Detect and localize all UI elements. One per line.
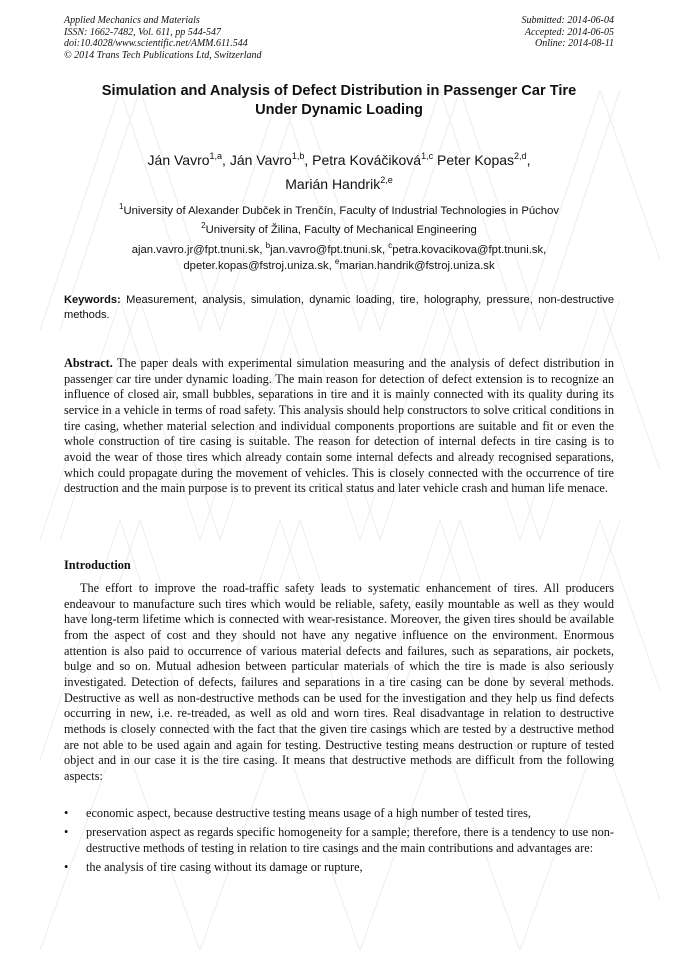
affiliation-1 (64, 203, 614, 219)
email-c[interactable]: petra.kovacikova@fpt.tnuni.sk, (392, 244, 547, 256)
author-sup: 2,d (514, 151, 527, 161)
abstract-section (64, 356, 614, 497)
aspects-list (64, 806, 614, 879)
journal-doi[interactable]: doi:10.4028/www.scientific.net/AMM.611.544 (64, 38, 248, 49)
author-name: Peter Kopas (436, 152, 515, 168)
author-line-1 (64, 148, 614, 172)
list-item (64, 825, 614, 856)
email-sup: e (334, 257, 340, 266)
author-sup: 1,c (421, 151, 434, 161)
list-item (64, 860, 614, 876)
email-a[interactable]: ajan.vavro.jr@fpt.tnuni.sk, (131, 244, 266, 256)
bullet-icon: • (64, 806, 69, 820)
date-online: Online: 2014-08-11 (535, 38, 614, 49)
keywords-label: Keywords: (64, 294, 121, 306)
affiliation-text: University of Žilina, Faculty of Mechanical Engineering (205, 224, 477, 236)
author-sup: 1,a (209, 151, 223, 161)
email-e[interactable]: marian.handrik@fstroj.uniza.sk (339, 260, 495, 272)
email-line-1 (64, 242, 614, 258)
journal-info (64, 15, 262, 61)
author-list (64, 148, 614, 196)
author-name: Ján Vavro (147, 152, 210, 168)
journal-issn: ISSN: 1662-7482, Vol. 611, pp 544-547 (64, 26, 222, 38)
author-name: Petra Kováčiková (312, 152, 422, 168)
author-separator: , (222, 152, 230, 168)
abstract-text: The paper deals with experimental simulation measuring and the analysis of defect distribution in passenger car tire under dynamic loading. The main reason for detection of defect extension is to recognize an influence of closed air, small bubbles, separations in tire and it is mainly connected with its quality during its service in a vehicle in terms of road safety. This analysis should help constructors to solve critical conditions in tire casing, whether material selection and individual components proportions are suitable and fit or even the whole construction of tire casing is suitable. The reason for detection of internal defects in tire casing is to avoid the wear of those tires which already contain some internal defects and already recognised separations, which could propagate during the movement of vehicles. This is closely connected with the occurrence of tire destruction and the main purpose is to prevent its critical status and later vehicle crash and human life menace. (64, 356, 614, 496)
email-d[interactable]: dpeter.kopas@fstroj.uniza.sk, (183, 260, 335, 272)
affiliation-2 (64, 222, 614, 238)
author-name: Ján Vavro (229, 152, 292, 168)
affiliation-text: University of Alexander Dubček in Trenčín, Faculty of Industrial Technologies in Púchov (123, 205, 560, 217)
author-separator: , (526, 152, 531, 168)
email-sup: c (388, 241, 393, 250)
list-item (64, 806, 614, 822)
author-emails (64, 242, 614, 274)
author-separator: , (304, 152, 313, 168)
date-submitted: Submitted: 2014-06-04 (521, 15, 614, 26)
list-item-text: preservation aspect as regards specific homogeneity for a sample; therefore, there is a tendency to use non-destructive methods of testing in relation to tire casings and the main contributions and advantages are: (86, 825, 614, 855)
affiliation-sup: 1 (118, 202, 124, 211)
keywords-section (64, 293, 614, 323)
list-item-text: economic aspect, because destructive testing means usage of a high number of tested tires, (86, 806, 531, 820)
bullet-icon: • (64, 825, 69, 840)
abstract-label: Abstract. (64, 356, 113, 370)
date-accepted: Accepted: 2014-06-05 (524, 26, 614, 38)
journal-copyright: © 2014 Trans Tech Publications Ltd, Switzerland (64, 49, 262, 61)
introduction-heading: Introduction (64, 558, 131, 572)
email-line-2 (64, 258, 614, 274)
paper-title (64, 82, 614, 120)
affiliation-sup: 2 (201, 221, 206, 230)
email-sup: b (265, 241, 271, 250)
author-name: Marián Handrik (285, 176, 381, 192)
title-line-2: Under Dynamic Loading (255, 102, 423, 118)
bullet-icon: • (64, 859, 69, 874)
list-item-text: the analysis of tire casing without its damage or rupture, (86, 859, 363, 874)
author-line-2 (64, 172, 614, 196)
title-line-1: Simulation and Analysis of Defect Distribution in Passenger Car Tire (101, 83, 577, 99)
introduction-paragraph: The effort to improve the road-traffic safety leads to systematic enhancement of tires. All producers endeavour to manufacture such tires which would be reliable, safety, easily mountable as well as they would have long-term lifetime which is connected with wear-resistance. Moreover, the given tires should be available from the aspect of cost and they should not have any negative influence on the environment. Enormous attention is also paid to occurrence of various material defects and failures, such as separations, air pockets, bulge and so on. Mutual adhesion between particular materials of which the tire is made is also seriously investigated. Detection of defects, failures and separations in a tire casing can be done by several methods. Destructive as well as non-destructive methods can be used for the investigation and they help us find defects occurring in new, i.e. re-treaded, as well as old and worn tires. Real disadvantage in relation to destructive methods is closely connected with the fact that the given tire casings which are tested by a destructive method are not able to be used again and again for testing. Destructive testing means destruction or rupture of tested object and in our case it is the tire casing. It means that destructive methods are difficult from the following aspects: (64, 581, 614, 783)
keywords-text: Measurement, analysis, simulation, dynamic loading, tire, holography, pressure, non-destructive methods. (64, 294, 614, 322)
author-sup: 2,e (380, 175, 393, 185)
email-b[interactable]: jan.vavro@fpt.tnuni.sk, (270, 244, 389, 256)
author-sup: 1,b (291, 151, 305, 161)
journal-name: Applied Mechanics and Materials (64, 15, 200, 26)
publication-dates (522, 15, 615, 50)
